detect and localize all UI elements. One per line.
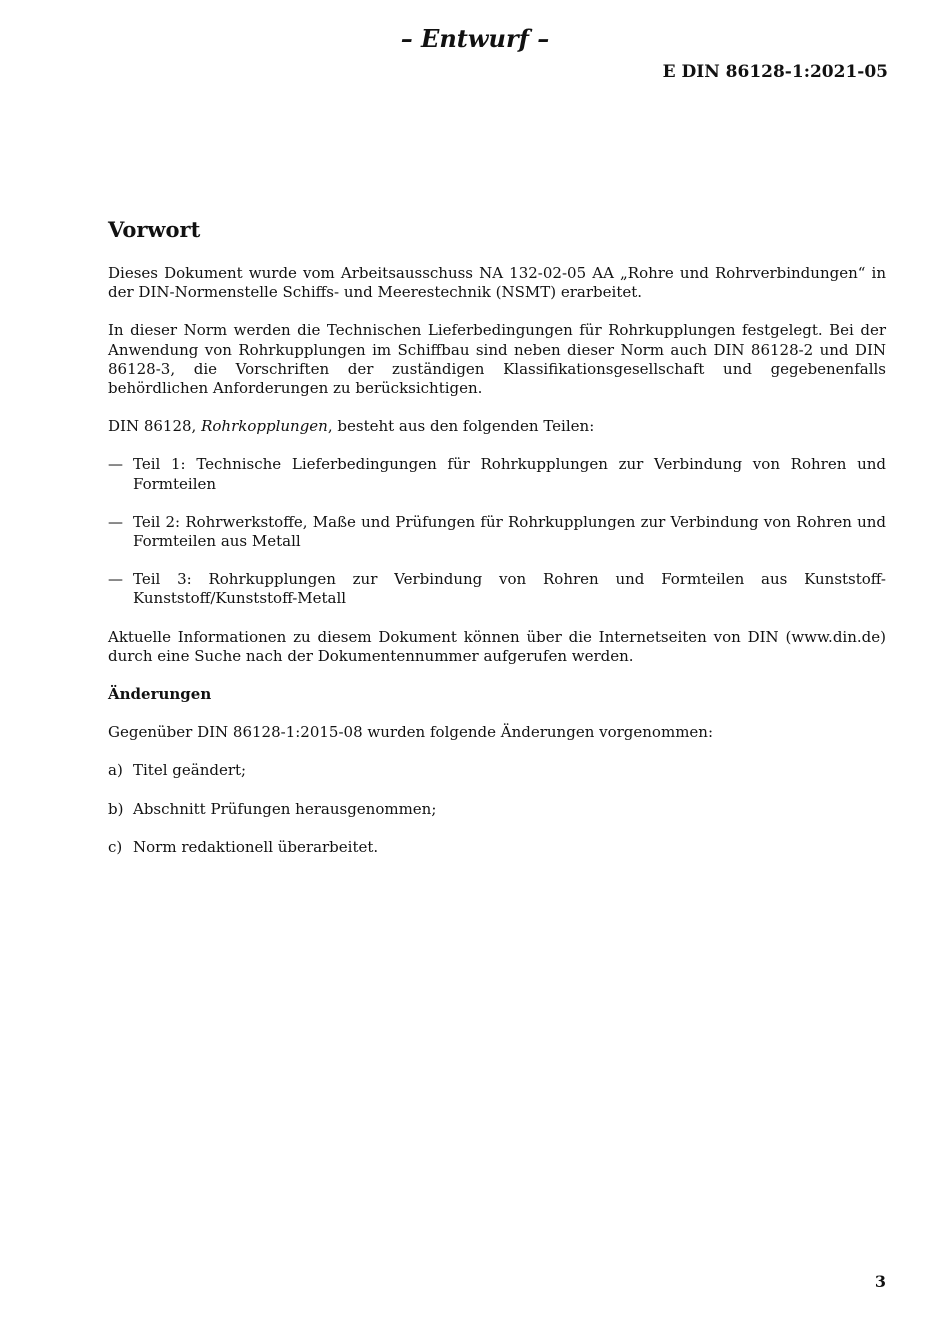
list-dash: — xyxy=(108,455,123,474)
list-item xyxy=(108,838,886,857)
draft-label: – Entwurf – xyxy=(400,24,550,53)
list-letter: c) xyxy=(108,837,123,856)
list-item xyxy=(108,761,886,780)
paragraph-changes-intro: Gegenüber DIN 86128-1:2015-08 wurden folgende Änderungen vorgenommen: xyxy=(108,723,714,742)
paragraph-scope: In dieser Norm werden die Technischen Lieferbedingungen für Rohrkupplungen festgelegt. Bei der Anwendung von Rohrkupplungen im Schiffbau sind neben dieser Norm auch DIN 86128-2 und DIN 86128-3, die Vorschriften der zuständigen Klassifikationsgesellschaft und gegebenenfalls behördlichen Anforderungen zu berücksichtigen. xyxy=(108,321,886,398)
list-letter: b) xyxy=(108,799,124,818)
list-item xyxy=(108,800,886,819)
parts-intro-suffix: , besteht aus den folgenden Teilen: xyxy=(327,417,595,436)
list-item-text: Teil 2: Rohrwerkstoffe, Maße und Prüfungen für Rohrkupplungen zur Verbindung von Rohren und Formteilen aus Metall xyxy=(133,512,886,551)
paragraph-info: Aktuelle Informationen zu diesem Dokument können über die Internetseiten von DIN (www.din.de) durch eine Suche nach der Dokumentennummer aufgerufen werden. xyxy=(108,627,886,665)
list-item-text: Norm redaktionell überarbeitet. xyxy=(133,837,379,856)
list-item xyxy=(108,570,886,608)
page-number: 3 xyxy=(874,1272,886,1291)
list-item xyxy=(108,455,886,493)
document-body xyxy=(108,216,886,876)
list-item-text: Titel geändert; xyxy=(133,761,247,780)
document-id: E DIN 86128-1:2021-05 xyxy=(662,62,888,82)
list-item-text: Teil 1: Technische Lieferbedingungen für Rohrkupplungen zur Verbindung von Rohren und Formteilen xyxy=(133,455,886,493)
parts-intro-prefix: DIN 86128, xyxy=(108,417,202,436)
list-dash: — xyxy=(108,570,123,589)
paragraph-committee: Dieses Dokument wurde vom Arbeitsausschuss NA 132-02-05 AA „Rohre und Rohrverbindungen“ in der DIN-Normenstelle Schiffs- und Meerestechnik (NSMT) erarbeitet. xyxy=(108,264,886,302)
section-title: Vorwort xyxy=(108,217,201,242)
list-letter: a) xyxy=(108,761,123,780)
list-item-text: Abschnitt Prüfungen herausgenommen; xyxy=(133,799,437,818)
parts-intro-title: Rohrkopplungen xyxy=(201,417,328,436)
list-dash: — xyxy=(108,512,123,531)
changes-heading: Änderungen xyxy=(108,685,212,704)
paragraph-parts-intro xyxy=(108,417,886,436)
list-item xyxy=(108,513,886,551)
list-item-text: Teil 3: Rohrkupplungen zur Verbindung von Rohren und Formteilen aus Kunststoff-Kunststoff/Kunststoff-Metall xyxy=(133,570,886,608)
